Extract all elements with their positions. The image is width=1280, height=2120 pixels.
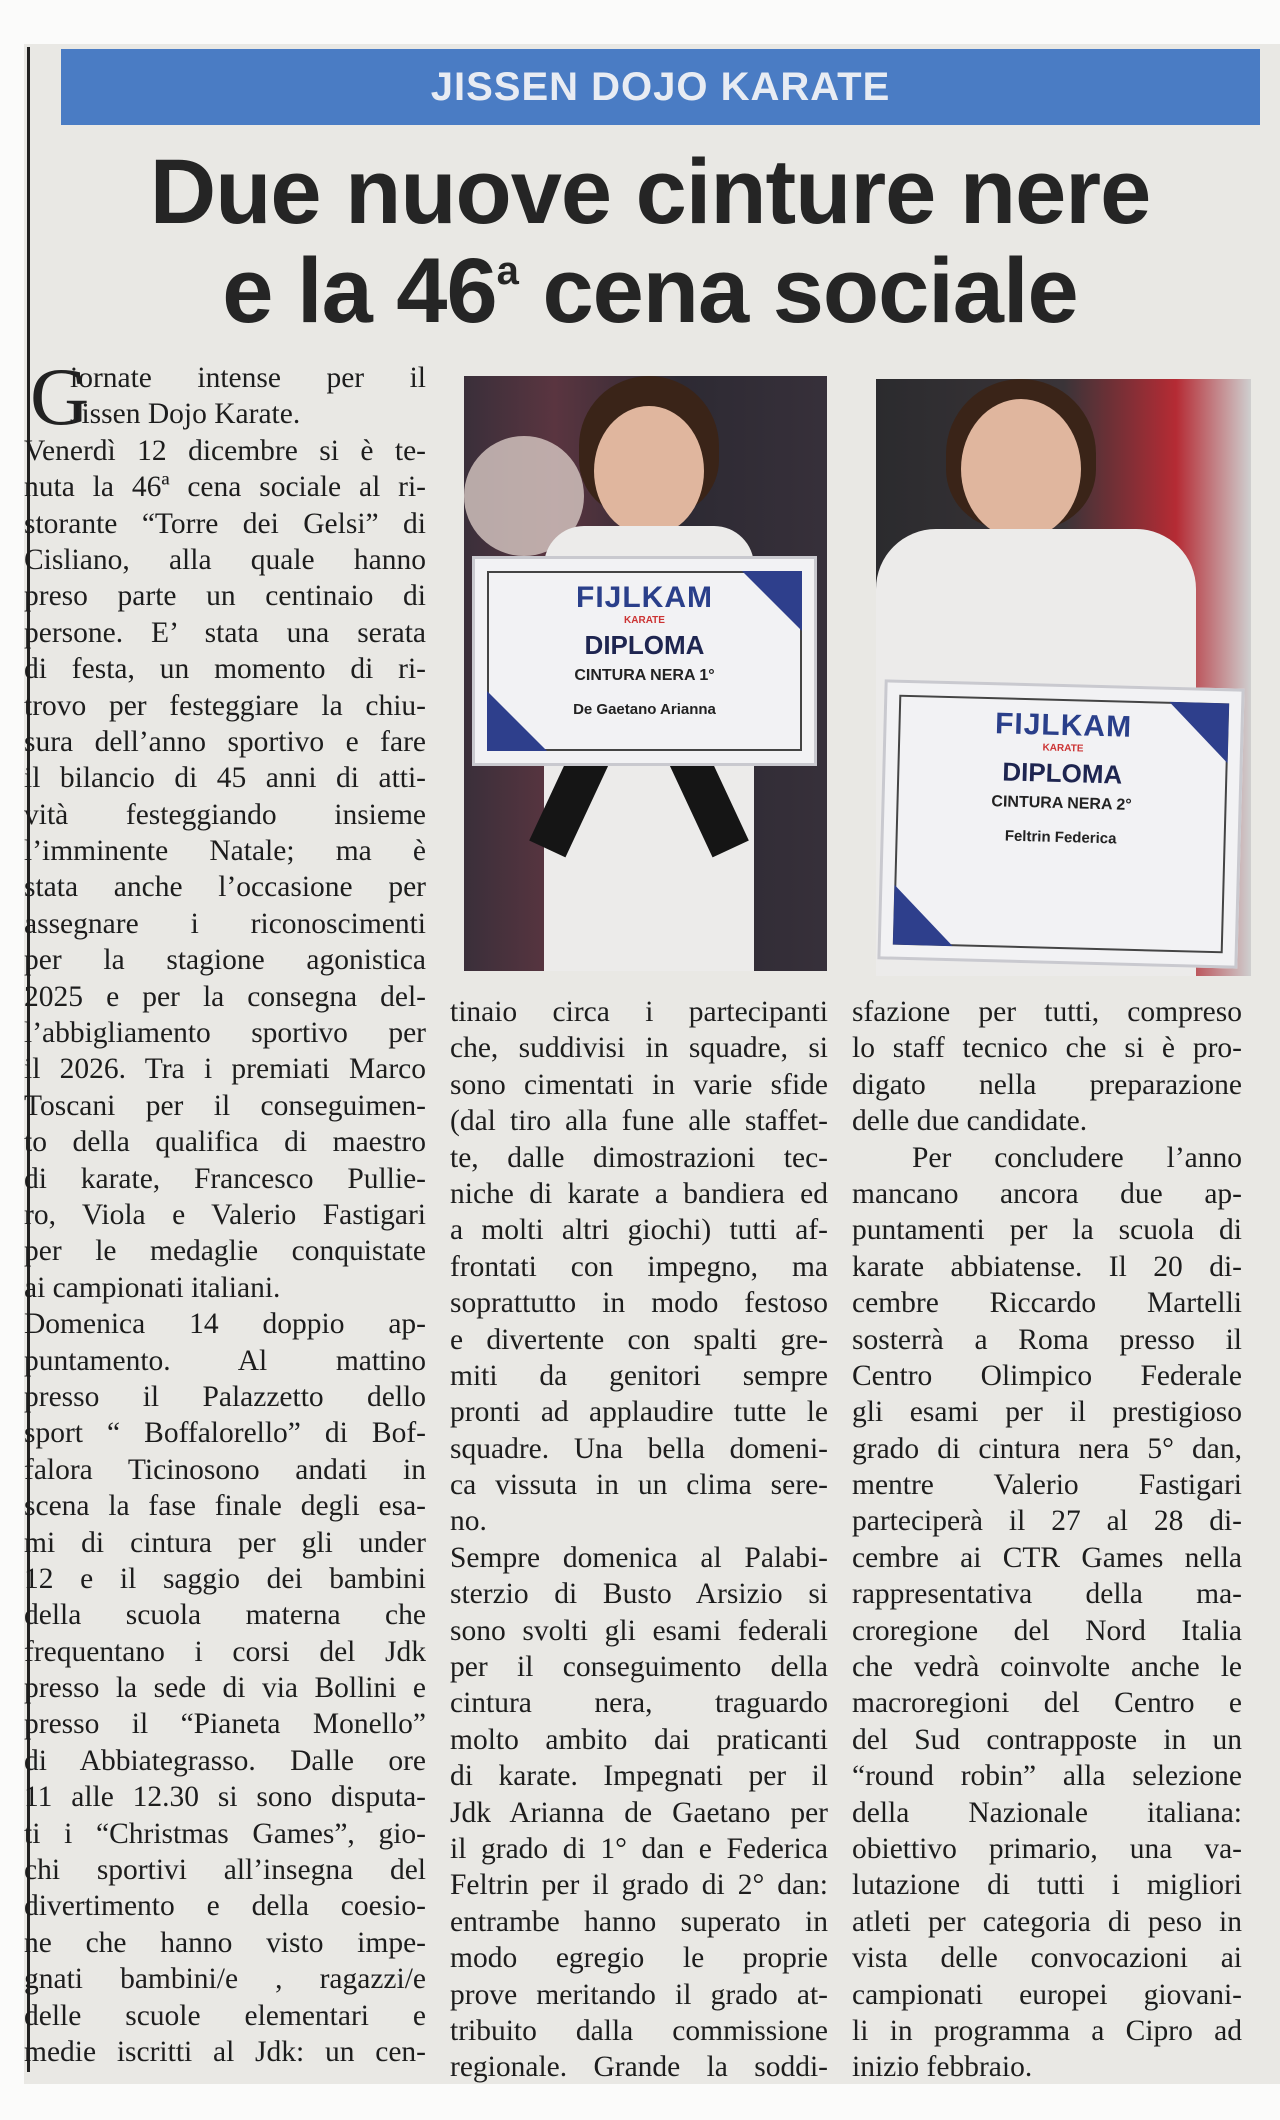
headline-part: cena sociale (517, 240, 1078, 342)
article-line: to della qualifica di maestro (24, 1126, 426, 1159)
article-line: Jissen Dojo Karate. (70, 398, 301, 431)
article-line: sono cimentati in varie sfide (450, 1068, 828, 1101)
article-line: vità festeggiando insieme (24, 798, 426, 831)
article-line: niche di karate a bandiera ed (450, 1177, 828, 1210)
article-line: karate abbiatense. Il 20 di- (852, 1250, 1242, 1283)
article-line: pronti ad applaudire tutte le (450, 1396, 828, 1429)
article-line: iornate intense per il (70, 362, 426, 394)
article-line: “round robin” alla selezione (852, 1760, 1242, 1793)
article-line: della scuola materna che (24, 1599, 426, 1632)
article-line: grado di cintura nera 5° dan, (852, 1432, 1242, 1465)
article-line: il bilancio di 45 anni di atti- (24, 762, 426, 795)
article-line: storante “Torre dei Gelsi” di (24, 507, 426, 540)
article-line: cembre Riccardo Martelli (852, 1287, 1242, 1320)
article-line: falora Ticinosono andati in (24, 1453, 426, 1486)
article-line: sport “ Boffalorello” di Bof- (24, 1417, 426, 1450)
article-line: te, dalle dimostrazioni tec- (450, 1141, 828, 1174)
article-line: l’imminente Natale; ma è (24, 835, 426, 868)
article-line: Sempre domenica al Palabi- (450, 1541, 828, 1574)
article-line: prove meritando il grado at- (450, 1978, 828, 2011)
article-line: 11 alle 12.30 si sono disputa- (24, 1781, 426, 1814)
section-band (61, 49, 1260, 125)
article-line: sono svolti gli esami federali (450, 1614, 828, 1647)
article-line: Per concludere l’anno (912, 1141, 1242, 1174)
article-line: e divertente con spalti gre- (450, 1323, 828, 1356)
article-line: ne che hanno visto impe- (24, 1926, 426, 1959)
article-line: digato nella preparazione (852, 1068, 1242, 1101)
article-column-2 (450, 994, 828, 2086)
article-line: lo staff tecnico che si è pro- (852, 1032, 1242, 1065)
article-line: della Nazionale italiana: (852, 1796, 1242, 1829)
article-line: entrambe hanno superato in (450, 1905, 828, 1938)
article-line: miti da genitori sempre (450, 1359, 828, 1392)
article-line: per le medaglie conquistate (24, 1235, 426, 1268)
article-line: regionale. Grande la soddi- (450, 2051, 828, 2084)
diploma-name: De Gaetano Arianna (573, 701, 716, 718)
article-line: no. (450, 1505, 487, 1538)
article-line: atleti per categoria di peso in (852, 1905, 1242, 1938)
article-line: trovo per festeggiare la chiu- (24, 689, 426, 722)
article-line: presso il “Pianeta Monello” (24, 1708, 426, 1741)
article-line: (dal tiro alla fune alle staffet- (450, 1105, 828, 1138)
diploma-name: Feltrin Federica (1004, 827, 1117, 848)
article-column-3 (852, 994, 1242, 2086)
article-line: cintura nera, traguardo (450, 1687, 828, 1720)
diploma-title: DIPLOMA (1002, 756, 1123, 790)
article-line: del Sud contrapposte in un (852, 1723, 1242, 1756)
article-line: Cisliano, alla quale hanno (24, 543, 426, 576)
article-line: inizio febbraio. (852, 2051, 1033, 2084)
article-line: sosterrà a Roma presso il (852, 1323, 1242, 1356)
article-line: presso la sede di via Bollini e (24, 1672, 426, 1705)
article-line: 12 e il saggio dei bambini (24, 1562, 426, 1595)
article-line: Toscani per il conseguimen- (24, 1089, 426, 1122)
diploma-title: DIPLOMA (584, 630, 705, 660)
article-line: 2025 e per la consegna del- (24, 980, 426, 1013)
article-line: per la stagione agonistica (24, 944, 426, 977)
article-line: gli esami per il prestigioso (852, 1396, 1242, 1429)
article-line: assegnare i riconoscimenti (24, 907, 426, 940)
headline-line-2 (40, 240, 1260, 342)
article-line: puntamenti per la scuola di (852, 1214, 1242, 1247)
article-line: Centro Olimpico Federale (852, 1359, 1242, 1392)
article-line: ti i “Christmas Games”, gio- (24, 1817, 426, 1850)
article-line: presso il Palazzetto dello (24, 1380, 426, 1413)
article-line: frontati con impegno, ma (450, 1250, 828, 1283)
article-line: cembre ai CTR Games nella (852, 1541, 1242, 1574)
photo-federica (876, 379, 1251, 976)
article-line: puntamento. Al mattino (24, 1344, 426, 1377)
article-line: di karate. Impegnati per il (450, 1760, 828, 1793)
headline-line-1: Due nuove cinture nere (149, 141, 1151, 243)
article-line: medie iscritti al Jdk: un cen- (24, 2035, 426, 2068)
article-line: scena la fase finale degli esa- (24, 1490, 426, 1523)
fijlkam-logo: FIJLKAM (576, 581, 713, 614)
article-line: che vedrà coinvolte anche le (852, 1651, 1242, 1684)
article-line: mi di cintura per gli under (24, 1526, 426, 1559)
article-line: tribuito dalla commissione (450, 2014, 828, 2047)
article-line: frequentano i corsi del Jdk (24, 1635, 426, 1668)
drop-cap: G (30, 351, 90, 442)
article-line: obiettivo primario, una va- (852, 1832, 1242, 1865)
article-line: ro, Viola e Valerio Fastigari (24, 1198, 426, 1231)
article-column-1 (24, 351, 426, 2070)
article-line: il 2026. Tra i premiati Marco (24, 1053, 426, 1086)
article-line: che, suddivisi in squadre, si (450, 1032, 828, 1065)
headline-superscript: a (496, 249, 518, 293)
article-line: mancano ancora due ap- (852, 1177, 1242, 1210)
article-line: mentre Valerio Fastigari (852, 1469, 1242, 1502)
diploma-discipline: KARATE (1042, 742, 1084, 755)
article-line: soprattutto in modo festoso (450, 1287, 828, 1320)
article-line: sfazione per tutti, compreso (852, 996, 1242, 1028)
article-line: nuta la 46ª cena sociale al ri- (24, 471, 426, 504)
headline-part: e la 46 (222, 240, 497, 342)
article-line: macroregioni del Centro e (852, 1687, 1242, 1720)
article-line: di Abbiategrasso. Dalle ore (24, 1744, 426, 1777)
article-line: molto ambito dai praticanti (450, 1723, 828, 1756)
section-label: JISSEN DOJO KARATE (430, 64, 891, 109)
article-line: ca vissuta in un clima sere- (450, 1469, 828, 1502)
fijlkam-logo: FIJLKAM (994, 707, 1133, 744)
article-line: parteciperà il 27 al 28 di- (852, 1505, 1242, 1538)
article-line: croregione del Nord Italia (852, 1614, 1242, 1647)
article-line: vista delle convocazioni ai (852, 1942, 1242, 1975)
diploma-2 (877, 679, 1244, 968)
diploma-grade: CINTURA NERA 1° (574, 667, 715, 684)
article-line: Domenica 14 doppio ap- (24, 1308, 426, 1341)
article-line: gnati bambini/e , ragazzi/e (24, 1963, 426, 1996)
article-line: tinaio circa i partecipanti (450, 996, 828, 1028)
article-line: modo egregio le proprie (450, 1942, 828, 1975)
article-line: ai campionati italiani. (24, 1271, 281, 1304)
article-line: per il conseguimento della (450, 1651, 828, 1684)
article-line: a molti altri giochi) tutti af- (450, 1214, 828, 1247)
article-line: sterzio di Busto Arsizio si (450, 1578, 828, 1611)
article-line: campionati europei giovani- (852, 1978, 1242, 2011)
diploma-discipline: KARATE (624, 615, 665, 626)
diploma-1 (472, 556, 817, 766)
article-line: divertimento e della coesio- (24, 1890, 426, 1923)
photo-arianna (464, 376, 827, 971)
article-line: di festa, un momento di ri- (24, 653, 426, 686)
article-line: stata anche l’occasione per (24, 871, 426, 904)
article-line: sura dell’anno sportivo e fare (24, 725, 426, 758)
article-line: Jdk Arianna de Gaetano per (450, 1796, 828, 1829)
article-line: Venerdì 12 dicembre si è te- (24, 434, 426, 467)
article-line: l’abbigliamento sportivo per (24, 1017, 426, 1050)
article-line: persone. E’ stata una serata (24, 616, 426, 649)
article-line: rappresentativa della ma- (852, 1578, 1242, 1611)
article-line: delle scuole elementari e (24, 1999, 426, 2032)
article-line: lutazione di tutti i migliori (852, 1869, 1242, 1902)
article-line: di karate, Francesco Pullie- (24, 1162, 426, 1195)
article-line: squadre. Una bella domeni- (450, 1432, 828, 1465)
article-line: Feltrin per il grado di 2° dan: (450, 1869, 828, 1902)
article-line: preso parte un centinaio di (24, 580, 426, 613)
article-line: il grado di 1° dan e Federica (450, 1832, 828, 1865)
article-line: li in programma a Cipro ad (852, 2014, 1242, 2047)
diploma-grade: CINTURA NERA 2° (991, 793, 1132, 814)
article-line: delle due candidate. (852, 1105, 1088, 1138)
article-line: chi sportivi all’insegna del (24, 1854, 426, 1887)
